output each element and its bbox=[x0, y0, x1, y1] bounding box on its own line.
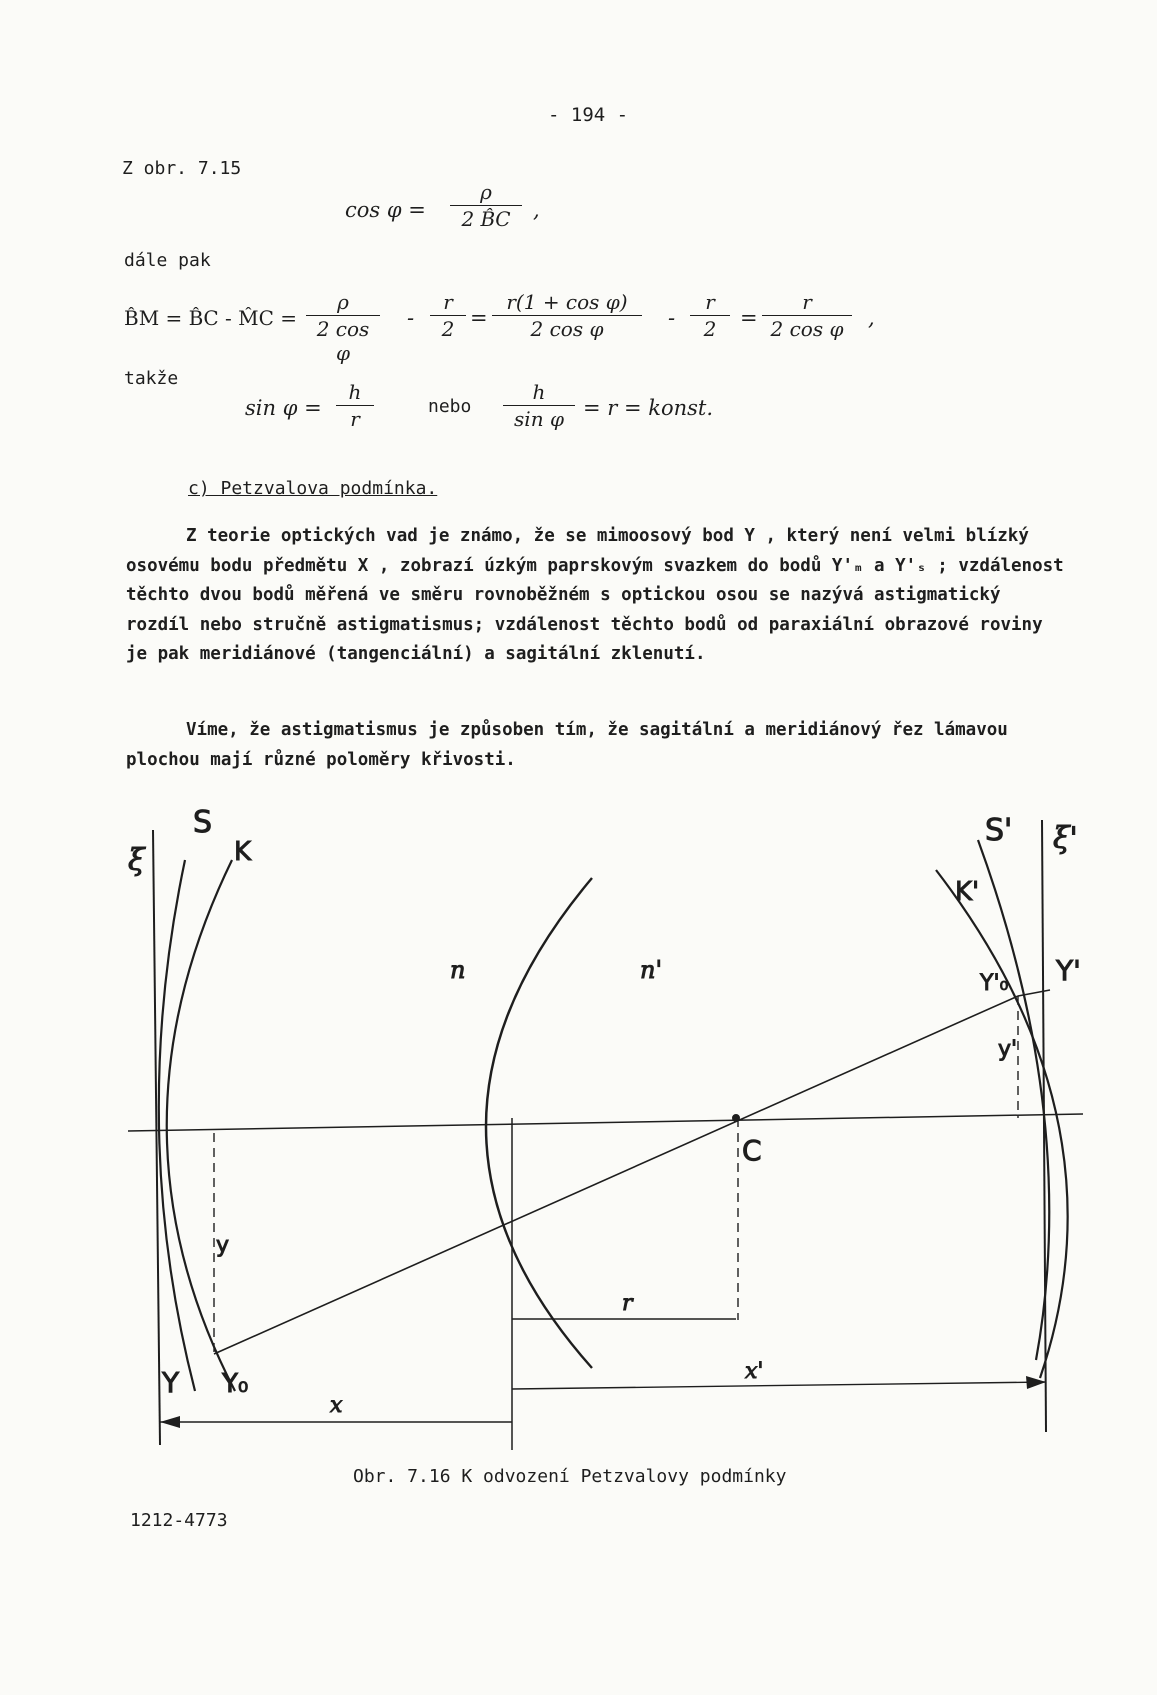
label-S-prime: S' bbox=[985, 813, 1013, 848]
label-n: n bbox=[450, 956, 466, 984]
left-sagittal-curve bbox=[159, 860, 195, 1391]
equation-2-tail: , bbox=[868, 306, 875, 330]
equation-2-eq-a: = bbox=[470, 306, 488, 330]
figure-caption: Obr. 7.16 K odvození Petzvalovy podmínky bbox=[353, 1466, 787, 1487]
eq3-f1-den: r bbox=[350, 407, 360, 431]
eq2-f5-num: r bbox=[802, 290, 812, 314]
label-Y0: Y₀ bbox=[222, 1369, 249, 1399]
paragraph-1: Z teorie optických vad je známo, že se mimoosový bod Y , který není velmi blízký osovému bodu předmětu X , zobrazí úzkým paprskovým svazkem do bodů Y'ₘ a Y'ₛ ; vzdálenost těchto dvou bodů měřená ve směru rovnoběžném s optickou osou se nazývá astigmatický rozdíl nebo stručně astigmatismus; vzdálenost těchto bodů od paraxiální obrazové roviny je pak meridiánové (tangenciální) a sagitální zklenutí. bbox=[126, 526, 1064, 664]
equation-1-fraction bbox=[450, 180, 522, 231]
figure-petzval-diagram bbox=[0, 800, 1157, 1480]
label-x: x bbox=[330, 1393, 343, 1418]
equation-2-fraction-4 bbox=[690, 290, 730, 341]
eq3-f2-den: sin φ bbox=[514, 407, 564, 431]
equation-2-minus-1: - bbox=[407, 306, 415, 330]
equation-3-fraction-2 bbox=[503, 380, 575, 431]
label-xi: ξ bbox=[128, 843, 145, 878]
label-y-prime: y' bbox=[998, 1037, 1018, 1062]
x-prime-dimension-line bbox=[512, 1382, 1046, 1389]
label-y: y bbox=[216, 1233, 230, 1258]
dale-pak-label: dále pak bbox=[124, 250, 211, 271]
equation-3-fraction-1 bbox=[336, 380, 374, 431]
equation-2-fraction-5 bbox=[762, 290, 852, 341]
equation-3-nebo: nebo bbox=[428, 396, 472, 417]
label-S: S bbox=[193, 805, 213, 840]
equation-1-numerator: ρ bbox=[480, 180, 492, 204]
equation-1-denominator: 2 B̂C bbox=[461, 207, 511, 231]
eq3-f1-num: h bbox=[348, 380, 362, 404]
eq2-f3-den: 2 cos φ bbox=[530, 317, 604, 341]
label-C: C bbox=[742, 1134, 762, 1167]
equation-2-lhs: B̂M = B̂C - M̂C = bbox=[124, 306, 298, 330]
eq2-f2-num: r bbox=[443, 290, 453, 314]
x-prime-arrow-head bbox=[1026, 1376, 1046, 1389]
eq2-f4-den: 2 bbox=[703, 317, 717, 341]
right-sagittal-curve bbox=[978, 840, 1049, 1360]
equation-3-rhs: = r = konst. bbox=[583, 396, 714, 420]
optical-axis bbox=[128, 1114, 1083, 1131]
eq2-f1-num: ρ bbox=[337, 290, 349, 314]
equation-2-fraction-3 bbox=[492, 290, 642, 341]
label-Y-prime: Y' bbox=[1056, 954, 1081, 987]
label-xi-prime: ξ' bbox=[1053, 821, 1078, 856]
label-n-prime: n' bbox=[640, 956, 663, 984]
eq3-f2-num: h bbox=[532, 380, 546, 404]
equation-2-eq-b: = bbox=[740, 306, 758, 330]
equation-1-lhs: cos φ = bbox=[345, 198, 426, 222]
label-Y: Y bbox=[162, 1366, 180, 1399]
label-K-prime: K' bbox=[955, 877, 980, 907]
label-Y0-prime: Y'₀ bbox=[980, 971, 1009, 996]
equation-2-fraction-1 bbox=[306, 290, 380, 365]
label-K: K bbox=[234, 837, 252, 867]
reference-intro: Z obr. 7.15 bbox=[122, 158, 242, 179]
footer-code: 1212-4773 bbox=[130, 1510, 228, 1531]
right-meridional-curve bbox=[936, 870, 1068, 1378]
eq2-f1-den: 2 cos φ bbox=[316, 317, 370, 365]
paragraph-2: Víme, že astigmatismus je způsoben tím, že sagitální a meridiánový řez lámavou plochou mají různé poloměry křivosti. bbox=[126, 720, 1008, 770]
section-heading: c) Petzvalova podmínka. bbox=[188, 478, 438, 499]
label-x-prime: x' bbox=[745, 1359, 764, 1384]
label-r: r bbox=[622, 1291, 633, 1316]
takze-label: takže bbox=[124, 368, 179, 389]
equation-2-minus-2: - bbox=[668, 306, 676, 330]
eq2-f5-den: 2 cos φ bbox=[770, 317, 844, 341]
equation-2-fraction-2 bbox=[430, 290, 466, 341]
eq2-f2-den: 2 bbox=[441, 317, 455, 341]
equation-1-tail: , bbox=[533, 198, 540, 222]
x-arrow-head bbox=[160, 1416, 180, 1428]
equation-3-lhs: sin φ = bbox=[245, 396, 322, 420]
center-point bbox=[733, 1115, 740, 1122]
eq2-f3-num: r(1 + cos φ) bbox=[506, 290, 628, 314]
page-number: - 194 - bbox=[548, 104, 629, 126]
chief-ray bbox=[214, 996, 1018, 1354]
eq2-f4-num: r bbox=[705, 290, 715, 314]
